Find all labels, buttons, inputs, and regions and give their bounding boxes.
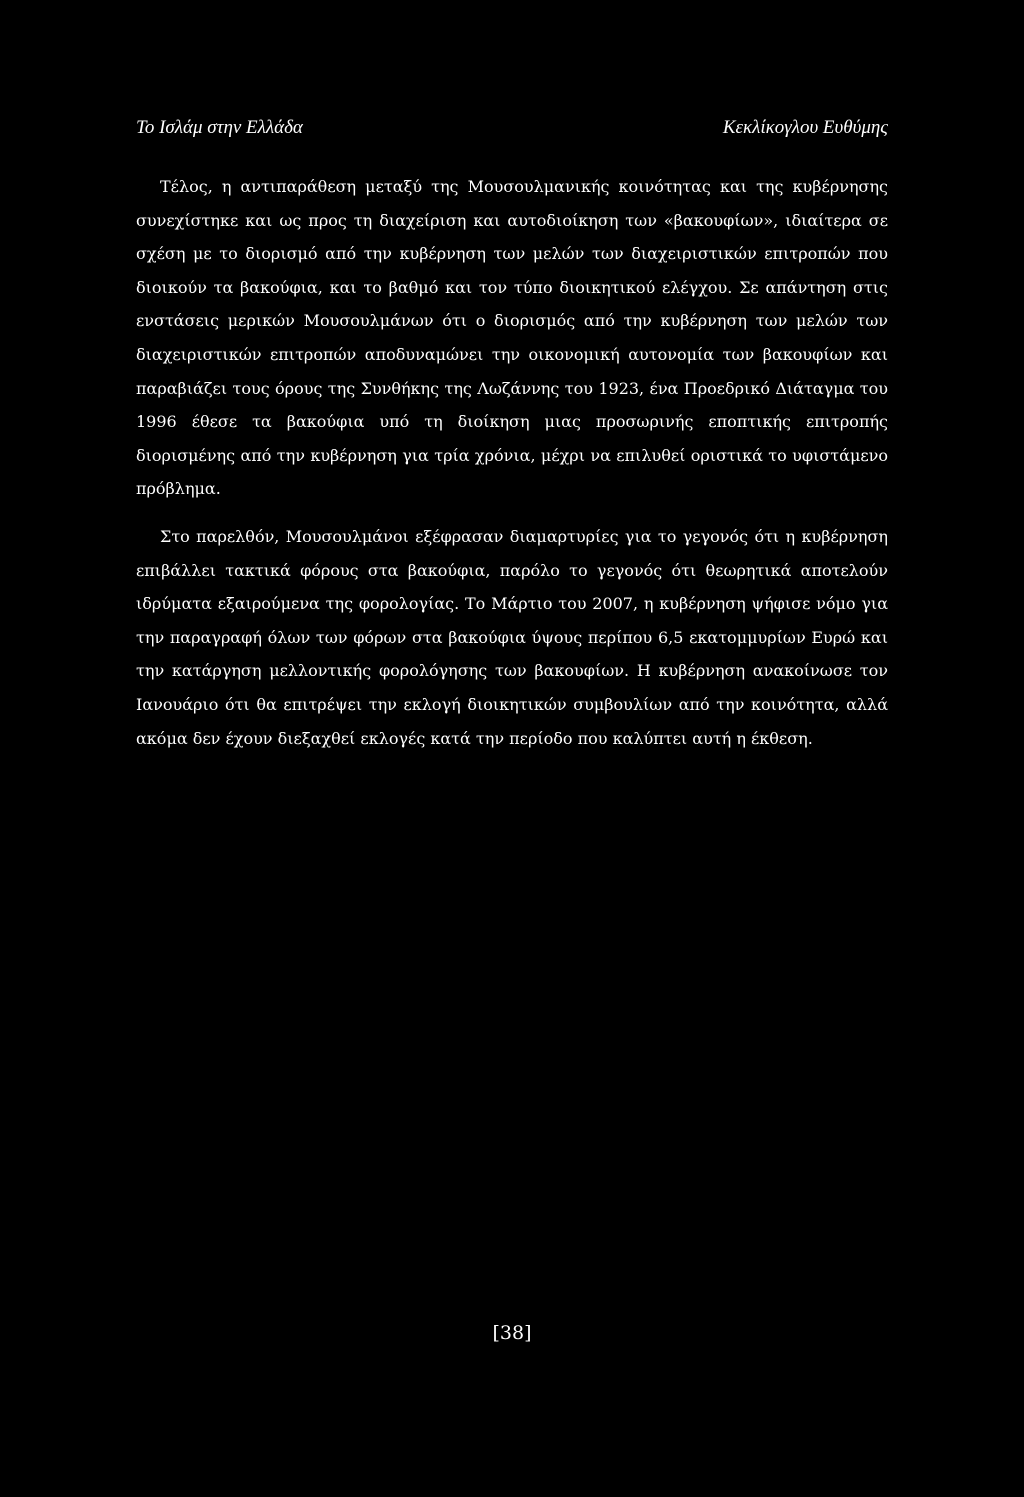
header-book-title: Το Ισλάμ στην Ελλάδα: [136, 117, 303, 138]
body-text: [136, 170, 888, 769]
paragraph: Τέλος, η αντιπαράθεση μεταξύ της Μουσουλμανικής κοινότητας και της κυβέρνησης συνεχίστηκε και ως προς τη διαχείριση και αυτοδιοίκηση των «βακουφίων», ιδιαίτερα σε σχέση με το διορισμό από την κυβέρνηση των μελών των διαχειριστικών επιτροπών που διοικούν τα βακούφια, και το βαθμό και τον τύπο διοικητικού ελέγχου. Σε απάντηση στις ενστάσεις μερικών Μουσουλμάνων ότι ο διορισμός από την κυβέρνηση των μελών των διαχειριστικών επιτροπών αποδυναμώνει την οικονομική αυτονομία των βακουφίων και παραβιάζει τους όρους της Συνθήκης της Λωζάννης του 1923, ένα Προεδρικό Διάταγμα του 1996 έθεσε τα βακούφια υπό τη διοίκηση μιας προσωρινής εποπτικής επιτροπής διορισμένης από την κυβέρνηση για τρία χρόνια, μέχρι να επιλυθεί οριστικά το υφιστάμενο πρόβλημα.: [136, 177, 888, 499]
paragraph: Στο παρελθόν, Μουσουλμάνοι εξέφρασαν διαμαρτυρίες για το γεγονός ότι η κυβέρνηση επιβάλλει τακτικά φόρους στα βακούφια, παρόλο το γεγονός ότι θεωρητικά αποτελούν ιδρύματα εξαιρούμενα της φορολογίας. Το Μάρτιο του 2007, η κυβέρνηση ψήφισε νόμο για την παραγραφή όλων των φόρων στα βακούφια ύψους περίπου 6,5 εκατομμυρίων Ευρώ και την κατάργηση μελλοντικής φορολόγησης των βακουφίων. Η κυβέρνηση ανακοίνωσε τον Ιανουάριο ότι θα επιτρέψει την εκλογή διοικητικών συμβουλίων από την κοινότητα, αλλά ακόμα δεν έχουν διεξαχθεί εκλογές κατά την περίοδο που καλύπτει αυτή η έκθεση.: [136, 526, 888, 748]
header-author: Κεκλίκογλου Ευθύμης: [722, 117, 888, 138]
running-header: [136, 116, 888, 140]
page-number: [38]: [492, 1322, 532, 1344]
